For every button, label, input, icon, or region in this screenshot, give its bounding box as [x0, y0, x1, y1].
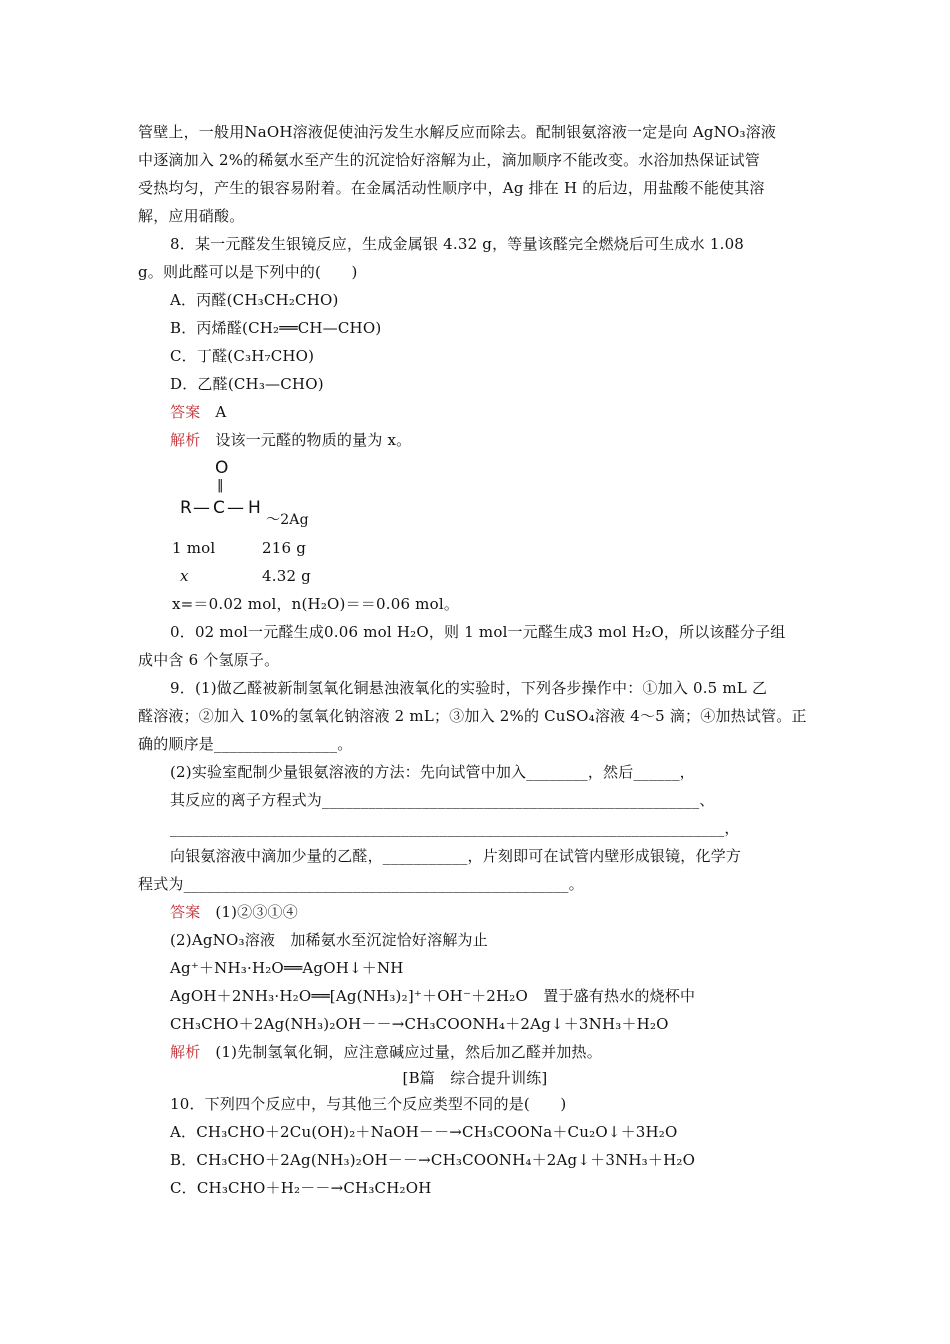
q9-part1: 确的顺序是________________。	[138, 735, 353, 753]
r-group: R	[180, 498, 192, 518]
bond: —	[193, 498, 210, 518]
q9-part1: 醛溶液；②加入 10%的氢氧化钠溶液 2 mL；③加入 2%的 CuSO₄溶液 4～5 滴；④加热试管。正	[138, 707, 807, 725]
q9-part1: 9．(1)做乙醛被新制氢氧化铜悬浊液氧化的实验时，下列各步操作中：①加入 0.5 mL 乙	[170, 679, 768, 697]
answer-value: (1)②③①④	[215, 903, 298, 921]
calc-row-1-a: 1 mol	[172, 539, 216, 557]
hydrogen-atom: H	[248, 498, 261, 518]
q9-part2: ________________________________________________________________________，	[170, 819, 740, 837]
analysis-text: 设该一元醛的物质的量为 x。	[215, 431, 412, 449]
answer-value: A	[215, 403, 227, 421]
q9-analysis	[170, 1042, 602, 1062]
q8-option-c: C．丁醛(C₃H₇CHO)	[170, 347, 315, 365]
q10-option-a: A．CH₃CHO＋2Cu(OH)₂＋NaOH－－→CH₃COONa＋Cu₂O↓＋3H₂O	[170, 1123, 678, 1141]
bond: —	[227, 498, 244, 518]
oxygen-atom: O	[215, 458, 229, 478]
calc-row-1-b: 216 g	[262, 539, 307, 557]
q9-part2: (2)实验室配制少量银氨溶液的方法：先向试管中加入________，然后______，	[170, 763, 695, 781]
calc-result: x=＝0.02 mol，n(H₂O)＝＝0.06 mol。	[172, 595, 460, 613]
analysis-label: 解析	[170, 431, 201, 449]
q10-option-c: C．CH₃CHO＋H₂－－→CH₃CH₂OH	[170, 1179, 432, 1197]
intro-line: 管壁上，一般用NaOH溶液促使油污发生水解反应而除去。配制银氨溶液一定是向 AgNO₃溶液	[138, 123, 777, 141]
intro-line: 受热均匀，产生的银容易附着。在金属活动性顺序中，Ag 排在 H 的后边，用盐酸不能使其溶	[138, 179, 765, 197]
q9-part2: 其反应的离子方程式为_________________________________________________、	[170, 791, 715, 809]
q9-part2: 向银氨溶液中滴加少量的乙醛，___________，片刻即可在试管内壁形成银镜，化学方	[170, 847, 742, 865]
q8-conclusion: 0．02 mol一元醛生成0.06 mol H₂O，则 1 mol一元醛生成3 mol H₂O，所以该醛分子组	[170, 623, 786, 641]
analysis-label: 解析	[170, 1043, 201, 1061]
calc-row-2-a: x	[180, 567, 189, 585]
double-bond: ‖	[217, 478, 224, 493]
q8-option-d: D．乙醛(CH₃—CHO)	[170, 375, 324, 393]
calc-row-2-b: 4.32 g	[262, 567, 311, 585]
q9-answer	[170, 902, 298, 922]
q8-option-a: A．丙醛(CH₃CH₂CHO)	[170, 291, 339, 309]
q9-answer-line: AgOH＋2NH₃·H₂O══[Ag(NH₃)₂]⁺＋OH⁻＋2H₂O 置于盛有热水的烧杯中	[170, 987, 696, 1005]
q8-answer	[170, 402, 226, 422]
q8-stem: 8．某一元醛发生银镜反应，生成金属银 4.32 g，等量该醛完全燃烧后可生成水 1.08	[170, 235, 745, 253]
q8-analysis	[170, 430, 411, 450]
q9-answer-line: CH₃CHO＋2Ag(NH₃)₂OH－－→CH₃COONH₄＋2Ag↓＋3NH₃＋H₂O	[170, 1015, 669, 1033]
intro-line: 解，应用硝酸。	[138, 207, 245, 225]
q9-answer-line: Ag⁺＋NH₃·H₂O══AgOH↓＋NH	[170, 959, 404, 977]
answer-label: 答案	[170, 903, 201, 921]
carbon-atom: C	[213, 498, 225, 518]
silver-ratio: ～2Ag	[266, 512, 309, 528]
q9-part2: 程式为__________________________________________________。	[138, 875, 584, 893]
intro-line: 中逐滴加入 2%的稀氨水至产生的沉淀恰好溶解为止，滴加顺序不能改变。水浴加热保证试管	[138, 151, 760, 169]
q8-conclusion: 成中含 6 个氢原子。	[138, 651, 280, 669]
aldehyde-structure	[180, 452, 340, 532]
q10-option-b: B．CH₃CHO＋2Ag(NH₃)₂OH－－→CH₃COONH₄＋2Ag↓＋3NH₃＋H₂O	[170, 1151, 696, 1169]
q9-answer-line: (2)AgNO₃溶液 加稀氨水至沉淀恰好溶解为止	[170, 931, 488, 949]
answer-label: 答案	[170, 403, 201, 421]
section-heading: [B篇 综合提升训练]	[402, 1069, 548, 1087]
q10-stem: 10．下列四个反应中，与其他三个反应类型不同的是( )	[170, 1095, 567, 1113]
analysis-text: (1)先制氢氧化铜，应注意碱应过量，然后加乙醛并加热。	[215, 1043, 602, 1061]
q8-option-b: B．丙烯醛(CH₂══CH—CHO)	[170, 319, 382, 337]
q8-stem: g。则此醛可以是下列中的( )	[138, 263, 358, 281]
